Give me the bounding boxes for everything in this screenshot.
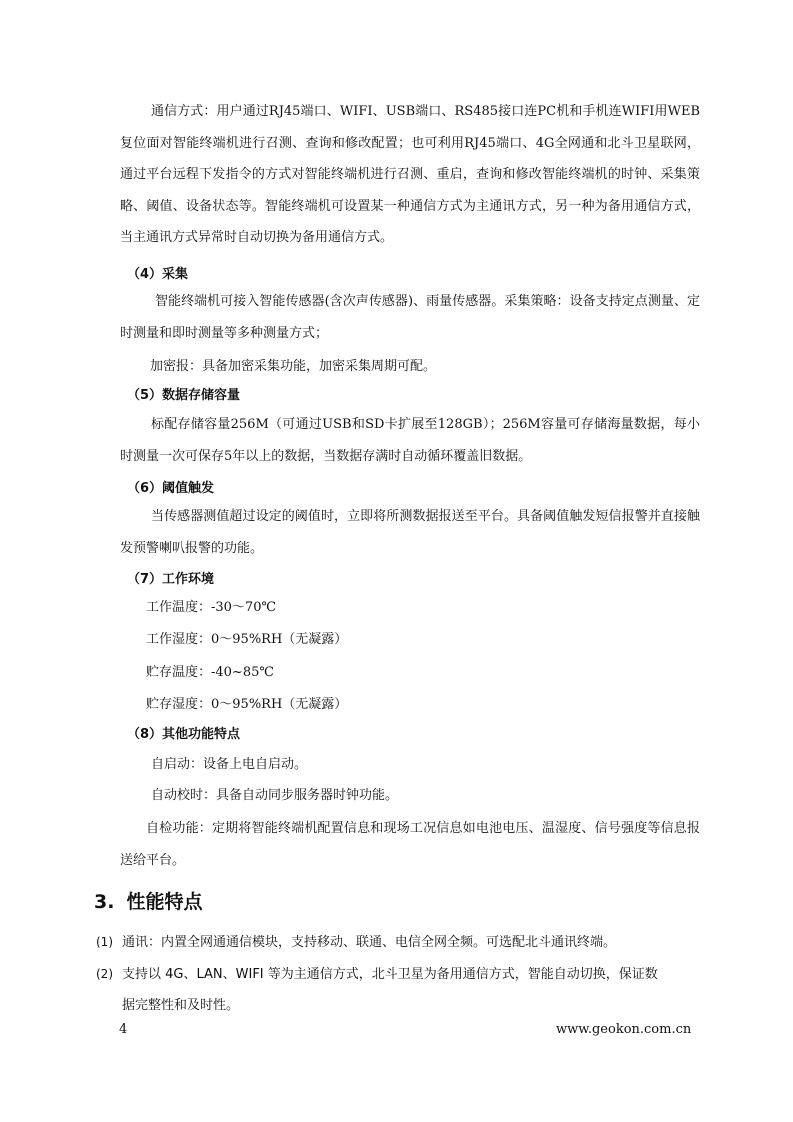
- work-humidity-line: 工作湿度：0～95%RH（无凝露）: [146, 632, 348, 647]
- communication-paragraph: 通信方式：用户通过RJ45端口、WIFI、USB端口、RS485接口连PC机和手机连WIFI用WEB复位面对智能终端机进行召测、查询和修改配置；也可利用RJ45端口、4G全网通和北斗卫星联网，通过平台远程下发指令的方式对智能终端机进行召测、重启，查询和修改智能终端机的时钟、采集策略、阈值、设备状态等。智能终端机可设置某一种通信方式为主通讯方式，另一种为备用通信方式，当主通讯方式异常时自动切换为备用通信方式。: [120, 104, 700, 245]
- section-8-heading: （8）其他功能特点: [127, 727, 241, 742]
- list-marker: (2): [96, 967, 113, 981]
- auto-sync-line: 自动校时：具备自动同步服务器时钟功能。: [151, 788, 399, 803]
- acquisition-paragraph: 智能终端机可接入智能传感器(含次声传感器)、雨量传感器。采集策略：设备支持定点测量、定时测量和即时测量等多种测量方式；: [120, 294, 700, 341]
- list-item-text: 支持以 4G、LAN、WIFI 等为主通信方式，北斗卫星为备用通信方式，智能自动切换，保证数: [122, 967, 658, 982]
- encrypted-report-line: 加密报：具备加密采集功能，加密采集周期可配。: [150, 359, 437, 374]
- storage-temperature-line: 贮存温度：-40~85℃: [146, 665, 274, 680]
- section-3-title: [94, 889, 202, 915]
- self-check-paragraph: 自检功能：定期将智能终端机配置信息和现场工况信息如电池电压、温湿度、信号强度等信息报送给平台。: [120, 821, 700, 868]
- storage-paragraph: 标配存储容量256M（可通过USB和SD卡扩展至128GB）；256M容量可存储海量数据，每小时测量一次可保存5年以上的数据，当数据存满时自动循环覆盖旧数据。: [120, 417, 700, 464]
- section-6-heading: （6）阈值触发: [127, 481, 215, 496]
- footer-url: www.geokon.com.cn: [556, 1022, 692, 1037]
- list-item-continuation: 据完整性和及时性。: [122, 998, 240, 1013]
- work-temperature-line: 工作温度：-30～70℃: [146, 600, 277, 615]
- section-3-title-text: 性能特点: [126, 891, 203, 913]
- page-number: 4: [119, 1022, 128, 1037]
- section-7-heading: （7）工作环境: [127, 572, 215, 587]
- threshold-paragraph: 当传感器测值超过设定的阈值时，立即将所测数据报送至平台。具备阈值触发短信报警并直接触发预警喇叭报警的功能。: [120, 509, 700, 556]
- list-item: [96, 927, 706, 958]
- section-3-number: 3.: [94, 891, 115, 913]
- list-item-text: 通讯：内置全网通通信模块，支持移动、联通、电信全网全频。可选配北斗通讯终端。: [122, 935, 617, 950]
- list-marker: (1): [96, 935, 113, 949]
- section-5-heading: （5）数据存储容量: [127, 388, 241, 403]
- list-item: [96, 959, 706, 1021]
- storage-humidity-line: 贮存湿度：0～95%RH（无凝露）: [146, 697, 348, 712]
- auto-start-line: 自启动：设备上电自启动。: [151, 757, 308, 772]
- section-4-heading: （4）采集: [127, 267, 189, 282]
